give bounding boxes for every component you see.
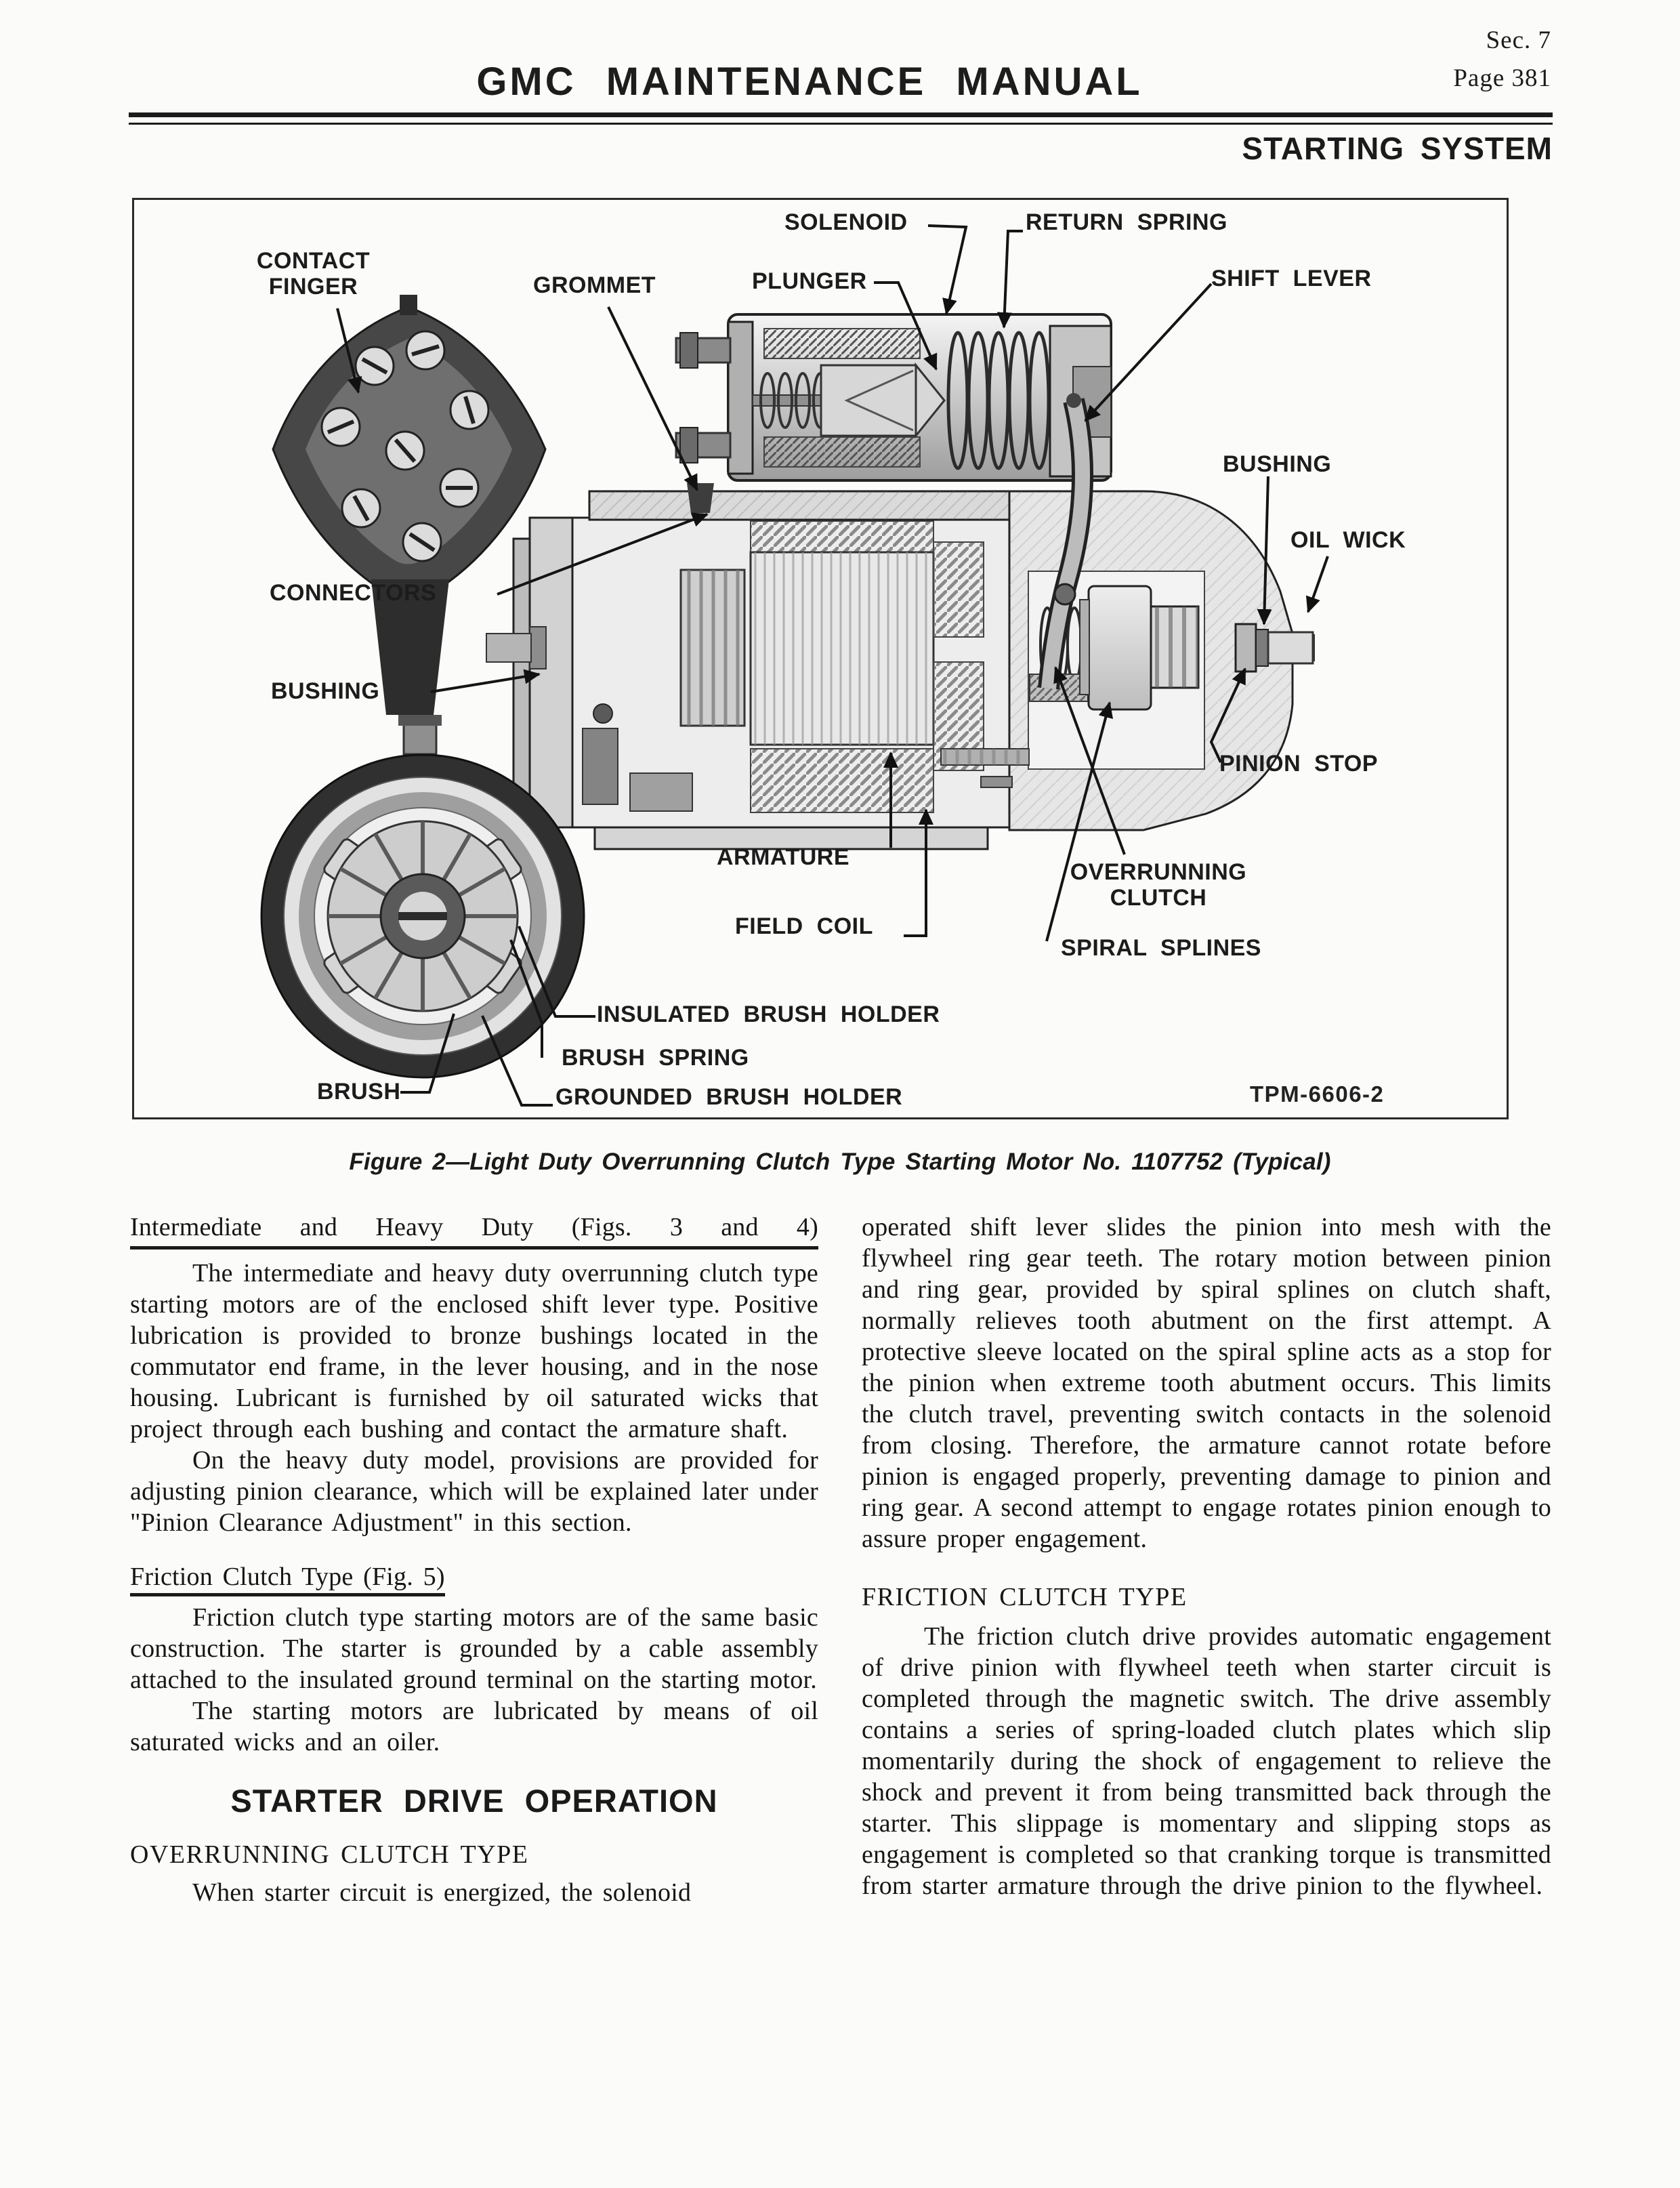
header-rule-thick (129, 112, 1553, 117)
paragraph: The friction clutch drive provides automatic engagement of drive pinion with flywheel teeth when starter circuit is completed through the magnetic switch. The drive assembly contains a series of spring-loaded clutch plates which slip momentarily during the shock of engagement to relieve the shock and prevent it from being transmitted back through the starter. This slippage is momentary and slipping stops as engagement is completed so that cranking torque is transmitted from starter armature through the drive pinion to the flywheel. (862, 1622, 1551, 1900)
starting-motor-cutaway-illustration (134, 200, 1507, 1117)
label-armature: ARMATURE (717, 844, 850, 870)
page-number: Page 381 (1453, 64, 1551, 92)
manual-title: GMC MAINTENANCE MANUAL (476, 60, 1143, 104)
heading-starter-drive-operation: STARTER DRIVE OPERATION (230, 1783, 718, 1819)
right-column (862, 1212, 1551, 1901)
section-number: Sec. 7 (1486, 26, 1551, 54)
heading-friction-clutch-type-right: FRICTION CLUTCH TYPE (862, 1583, 1188, 1611)
label-brush: BRUSH (317, 1079, 401, 1105)
label-brush-spring: BRUSH SPRING (562, 1045, 749, 1071)
figure-caption: Figure 2—Light Duty Overrunning Clutch Type Starting Motor No. 1107752 (Typical) (349, 1149, 1331, 1175)
label-oil-wick: OIL WICK (1290, 527, 1406, 553)
leader-solenoid (928, 226, 966, 314)
label-return-spring: RETURN SPRING (1026, 209, 1227, 235)
left-column (130, 1212, 818, 1908)
paragraph: On the heavy duty model, provisions are provided for adjusting pinion clearance, which will be explained later under "Pinion Clearance Adjustment" in this section. (130, 1446, 818, 1537)
label-overrunning-clutch: OVERRUNNING CLUTCH (1070, 859, 1247, 911)
label-field-coil: FIELD COIL (735, 913, 873, 939)
header-rule-thin (129, 123, 1553, 125)
leader-return-spring (1004, 231, 1023, 327)
label-shift-lever: SHIFT LEVER (1211, 266, 1372, 291)
label-spiral-splines: SPIRAL SPLINES (1061, 935, 1261, 961)
paragraph: When starter circuit is energized, the solenoid (192, 1878, 692, 1907)
label-bushing-right: BUSHING (1223, 451, 1332, 477)
label-bushing-left: BUSHING (271, 678, 380, 704)
paragraph: The starting motors are lubricated by means of oil saturated wicks and an oiler. (130, 1697, 818, 1756)
label-insulated-brush-holder: INSULATED BRUSH HOLDER (597, 1002, 940, 1027)
motor-side-section (486, 483, 1314, 849)
label-solenoid: SOLENOID (784, 209, 908, 235)
paragraph: Friction clutch type starting motors are of the same basic construction. The starter is grounded by a cable assembly attached to the insulated ground terminal on the starting motor. (130, 1603, 818, 1694)
label-pinion-stop: PINION STOP (1219, 751, 1379, 777)
label-grounded-brush-holder: GROUNDED BRUSH HOLDER (555, 1084, 903, 1110)
label-connectors: CONNECTORS (270, 580, 437, 606)
solenoid-section (676, 314, 1111, 480)
heading-intermediate-heavy-duty: Intermediate and Heavy Duty (Figs. 3 and 4) (130, 1212, 818, 1250)
label-contact-finger: CONTACT FINGER (256, 248, 371, 300)
heading-overrunning-clutch-type: OVERRUNNING CLUTCH TYPE (130, 1840, 529, 1869)
figure-2-box (132, 198, 1509, 1119)
paragraph: operated shift lever slides the pinion into mesh with the flywheel ring gear teeth. The rotary motion between pinion and ring gear, provided by spiral splines on clutch shaft, normally relieves tooth abutment on the first attempt. A protective sleeve located on the spiral spline acts as a stop for the pinion when extreme tooth abutment occurs. This limits the clutch travel, preventing switch contacts in the solenoid from closing. Therefore, the armature cannot rotate before pinion is engaged properly, preventing damage to pinion and ring gear. A second attempt to engage rotates pinion enough to assure proper engagement. (862, 1213, 1551, 1553)
section-title: STARTING SYSTEM (1242, 131, 1553, 166)
paragraph: The intermediate and heavy duty overrunning clutch type starting motors are of the enclosed shift lever type. Positive lubrication is provided to bronze bushings located in the commutator end frame, in the lever housing, and in the nose housing. Lubricant is furnished by oil saturated wicks that project through each bushing and contact the armature shaft. (130, 1259, 818, 1443)
label-plunger: PLUNGER (752, 268, 867, 294)
heading-text: Friction Clutch Type (Fig. 5) (130, 1563, 445, 1596)
label-grommet: GROMMET (533, 272, 656, 298)
heading-friction-clutch-type (130, 1561, 818, 1592)
figure-drawing-code: TPM-6606-2 (1250, 1081, 1385, 1107)
leader-oil-wick (1308, 556, 1328, 612)
